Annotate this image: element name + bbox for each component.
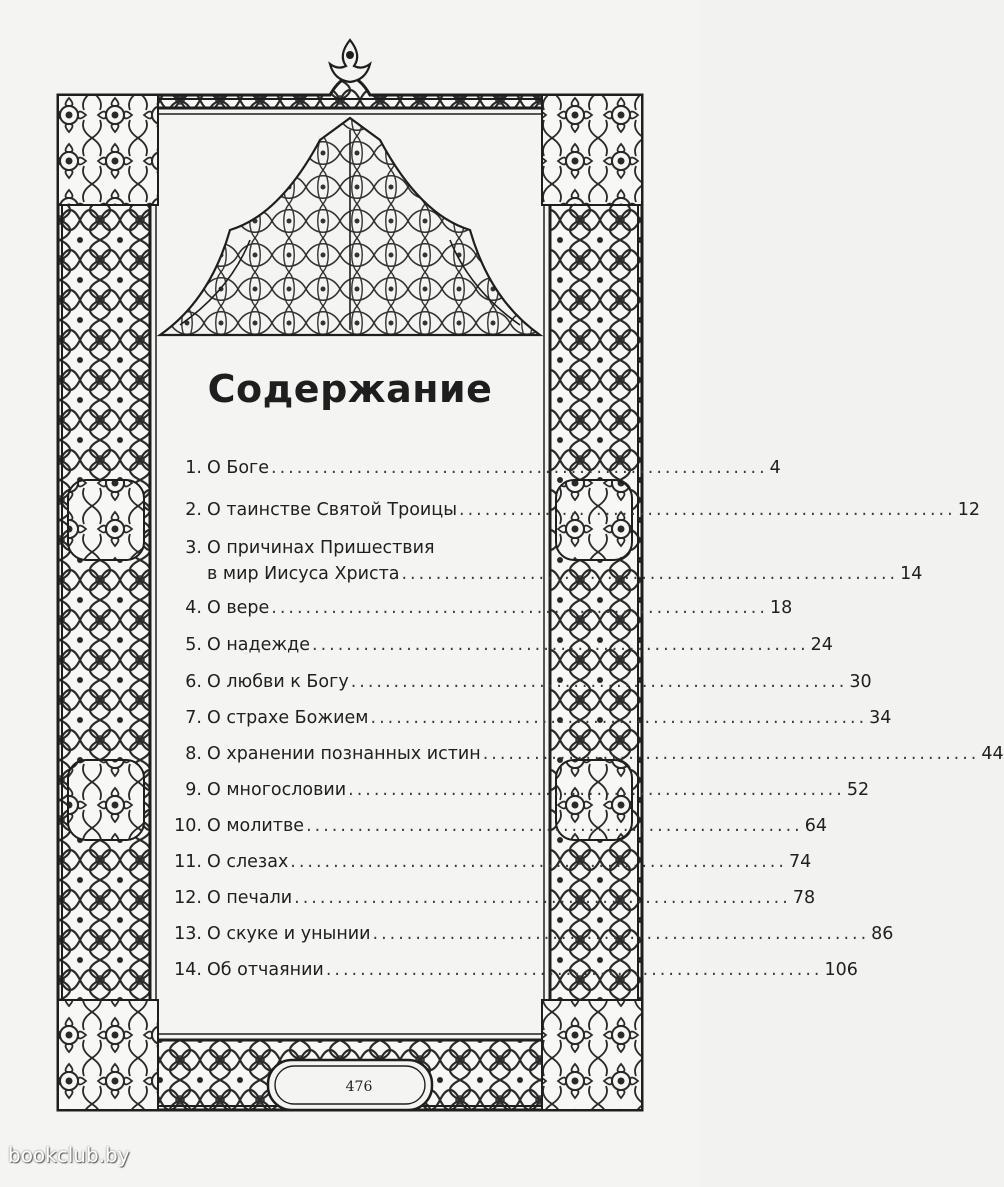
toc-entry-number: 12. — [174, 888, 202, 908]
toc-entry: 12. О печали .......................................................... 78 — [172, 888, 564, 914]
toc-entry: 6. О любви к Богу .......................................................... 30 — [172, 672, 564, 698]
page-title: Содержание — [207, 367, 493, 411]
toc-entry: 10. О молитве .......................................................... 64 — [172, 816, 564, 842]
toc-entry: 2. О таинстве Святой Троицы .......................................................... 12 — [172, 500, 564, 526]
toc-entry-title-line1: О причинах Пришествия — [207, 538, 435, 558]
toc-entry-title: О печали — [207, 888, 293, 908]
toc-entry-number: 2. — [185, 500, 202, 520]
toc-entry-number: 7. — [185, 708, 202, 728]
toc-entry-page: 18 — [769, 598, 793, 618]
toc-entry-title: О надежде — [207, 635, 311, 655]
toc-entry: 9. О многословии .......................................................... 52 — [172, 780, 564, 806]
toc-entry-title: в мир Иисуса Христа — [207, 564, 400, 584]
toc-entry-page: 24 — [810, 635, 833, 655]
toc-entry-page: 52 — [846, 780, 870, 800]
toc-entry: 13. О скуке и унынии .......................................................... 86 — [172, 924, 564, 950]
toc-entry-page: 86 — [871, 924, 894, 944]
toc-entry-number: 1. — [185, 458, 202, 478]
toc-entry-title: О скуке и унынии — [207, 924, 371, 944]
toc-entry-title: О молитве — [207, 816, 305, 836]
toc-entry-number: 9. — [185, 780, 202, 800]
site-watermark: bookclub.by — [8, 1143, 130, 1167]
toc-entry-title: О слезах — [207, 852, 289, 872]
toc-entry: 1. О Боге .......................................................... 4 — [172, 458, 564, 484]
toc-entry-number: 8. — [185, 744, 202, 764]
toc-entry-number: 13. — [174, 924, 202, 944]
toc-entry-title: О страхе Божием — [207, 708, 369, 728]
toc-entry-number: 14. — [174, 960, 202, 980]
toc-entry: 7. О страхе Божием .......................................................... 34 — [172, 708, 564, 734]
toc-entry: 4. О вере .......................................................... 18 — [172, 598, 564, 624]
toc-entry-number: 10. — [174, 816, 202, 836]
toc-entry-page: 44 — [981, 744, 1004, 764]
toc-entry-page: 12 — [957, 500, 980, 520]
toc-entry-number: 5. — [185, 635, 202, 655]
toc-entry-number: 3. — [185, 538, 202, 558]
toc-entry-title: О таинстве Святой Троицы — [207, 500, 458, 520]
toc-entry: 11. О слезах .......................................................... 74 — [172, 852, 564, 878]
toc-entry-title: О Боге — [207, 458, 270, 478]
toc-entry-title: О хранении познанных истин — [207, 744, 481, 764]
toc-entry: 14. Об отчаянии .......................................................... 106 — [172, 960, 564, 986]
toc-entry: 5. О надежде .......................................................... 24 — [172, 635, 564, 661]
toc-entry-title: О любви к Богу — [207, 672, 349, 692]
toc-entry-page: 64 — [804, 816, 828, 836]
toc-entry-number: 6. — [185, 672, 202, 692]
toc-entry-page: 14 — [900, 564, 923, 584]
toc-entry-page: 74 — [788, 852, 812, 872]
toc-entry-number: 4. — [185, 598, 202, 618]
toc-entry-title: О вере — [207, 598, 270, 618]
toc-entry-title: Об отчаянии — [207, 960, 324, 980]
toc-entry-page: 78 — [792, 888, 816, 908]
toc-entry-title: О многословии — [207, 780, 347, 800]
toc-entry: в мир Иисуса Христа .......................................................... 14 — [207, 564, 923, 584]
toc-entry-number: 11. — [174, 852, 202, 872]
toc-entry: 8. О хранении познанных истин .......................................................... 44 — [172, 744, 564, 770]
toc-entry-page: 30 — [849, 672, 872, 692]
toc-entry-page: 106 — [824, 960, 858, 980]
page-number: 476 — [345, 1079, 373, 1095]
toc-entry-page: 34 — [869, 708, 892, 728]
toc-entry-page: 4 — [769, 458, 781, 478]
toc-entry — [172, 538, 564, 564]
